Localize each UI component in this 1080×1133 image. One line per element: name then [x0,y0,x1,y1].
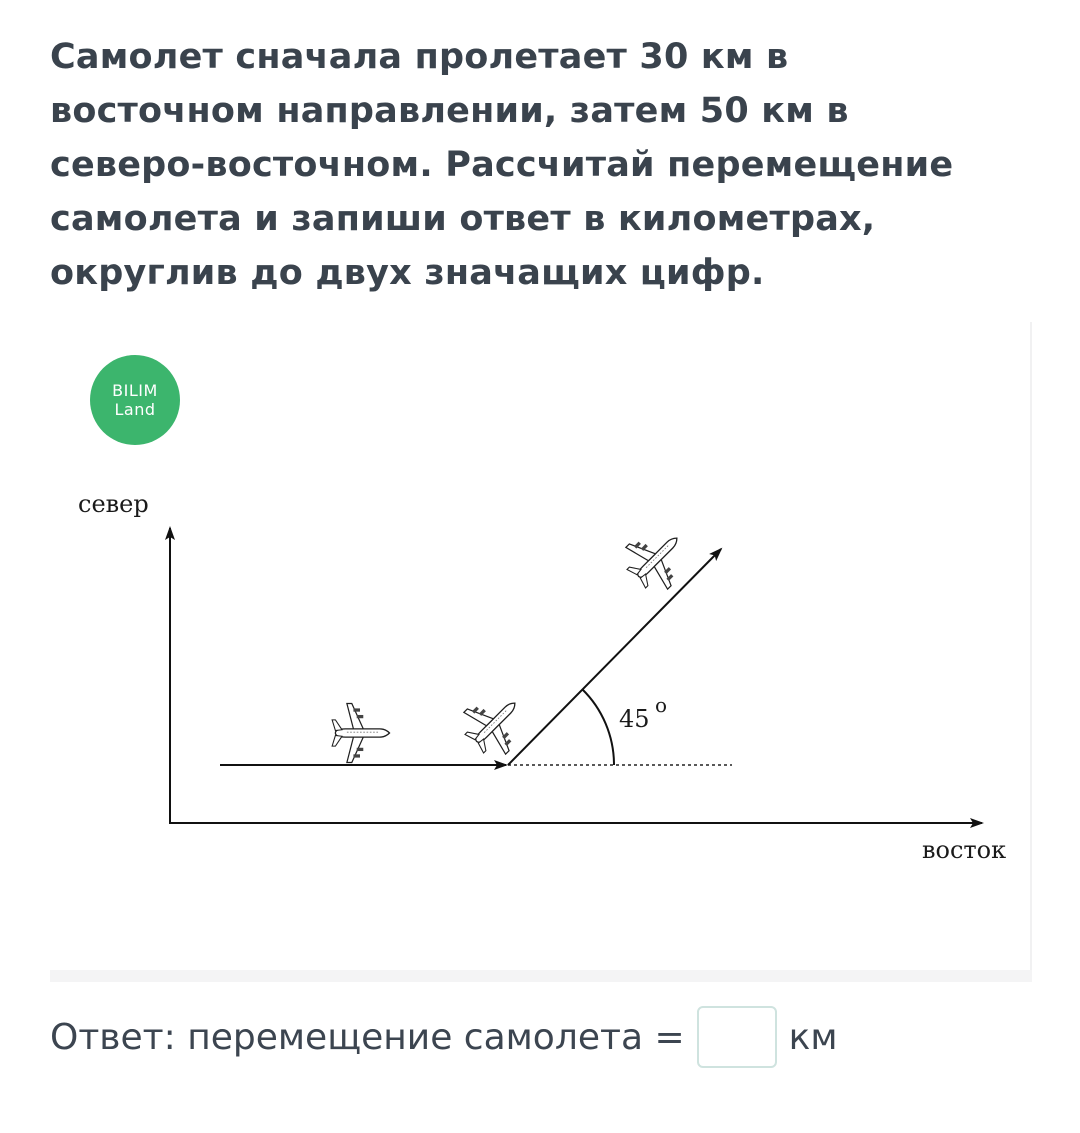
angle-arc [582,689,614,765]
airplane-icon [332,703,389,762]
question-line: округлив до двух значащих цифр. [50,253,765,293]
question-line: самолета и запиши ответ в километрах, [50,199,876,239]
answer-row [50,1004,838,1070]
northeast-vector-arrow [508,549,721,765]
answer-unit: км [788,1016,838,1058]
airplane-icon [615,517,697,599]
angle-value: 45 [619,705,650,733]
airplane-icon [453,682,535,764]
degree-symbol: o [655,693,668,717]
logo-text-line1: BILIM [112,381,158,400]
north-axis-label: север [78,490,149,518]
east-axis-label: восток [922,836,1007,864]
answer-input[interactable] [697,1006,777,1068]
question-line: Самолет сначала пролетает 30 км в [50,37,789,77]
question-line: северо-восточном. Рассчитай перемещение [50,145,954,185]
answer-label: Ответ: перемещение самолета = [50,1016,685,1058]
question-line: восточном направлении, затем 50 км в [50,91,849,131]
logo-text-line2: Land [114,400,156,419]
